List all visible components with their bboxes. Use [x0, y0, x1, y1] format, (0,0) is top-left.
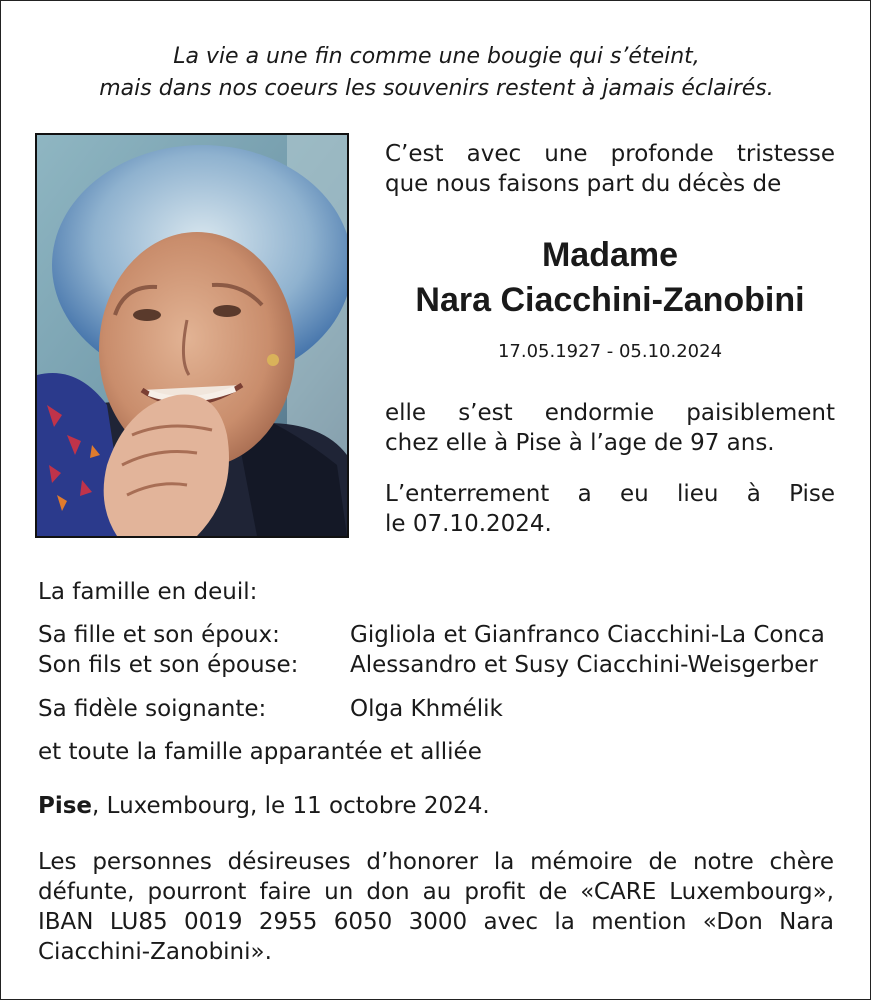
passing-line-2: chez elle à Pise à l’age de 97 ans.	[385, 430, 775, 456]
donation-line-3: IBAN LU85 0019 2955 6050 3000 avec la mention «Don Nara	[38, 909, 834, 935]
intro-line-2: que nous faisons part du décès de	[385, 171, 782, 197]
family-members: Olga Khmélik	[350, 696, 503, 722]
quote-line-2: mais dans nos coeurs les souvenirs restent à jamais éclairés.	[99, 76, 774, 101]
donation-paragraph	[38, 847, 834, 967]
family-role: Son fils et son épouse:	[38, 652, 299, 678]
donation-line-4: Ciacchini-Zanobini».	[38, 939, 272, 965]
family-members: Alessandro et Susy Ciacchini-Weisgerber	[350, 652, 818, 678]
donation-line-2: défunte, pourront faire un don au profit de «CARE Luxembourg»,	[38, 879, 834, 905]
deceased-title: Madame	[541, 236, 679, 274]
city-name: Pise	[38, 793, 93, 819]
deceased-name-block	[373, 233, 847, 323]
place-date-rest: , Luxembourg, le 11 octobre 2024.	[92, 793, 490, 819]
family-heading: La famille en deuil:	[38, 579, 258, 605]
memorial-quote	[1, 41, 871, 105]
burial-paragraph	[385, 479, 835, 539]
intro-line-1: C’est avec une profonde tristesse	[385, 141, 835, 167]
quote-line-1: La vie a une fin comme une bougie qui s’éteint,	[173, 44, 700, 69]
place-and-date	[38, 791, 490, 821]
passing-line-1: elle s’est endormie paisiblement	[385, 400, 835, 426]
burial-line-2: le 07.10.2024.	[385, 511, 552, 537]
family-role: Sa fille et son époux:	[38, 622, 280, 648]
portrait-photo	[35, 133, 349, 538]
donation-line-1: Les personnes désireuses d’honorer la mémoire de notre chère	[38, 849, 834, 875]
passing-paragraph	[385, 398, 835, 458]
burial-line-1: L’enterrement a eu lieu à Pise	[385, 481, 835, 507]
life-dates: 17.05.1927 - 05.10.2024	[497, 341, 723, 362]
family-role: Sa fidèle soignante:	[38, 696, 267, 722]
announcement-intro	[385, 139, 835, 199]
extended-family: et toute la famille apparantée et alliée	[38, 739, 482, 765]
family-members: Gigliola et Gianfranco Ciacchini-La Conca	[350, 622, 825, 648]
portrait-illustration	[37, 135, 347, 536]
deceased-name: Nara Ciacchini-Zanobini	[415, 281, 805, 319]
